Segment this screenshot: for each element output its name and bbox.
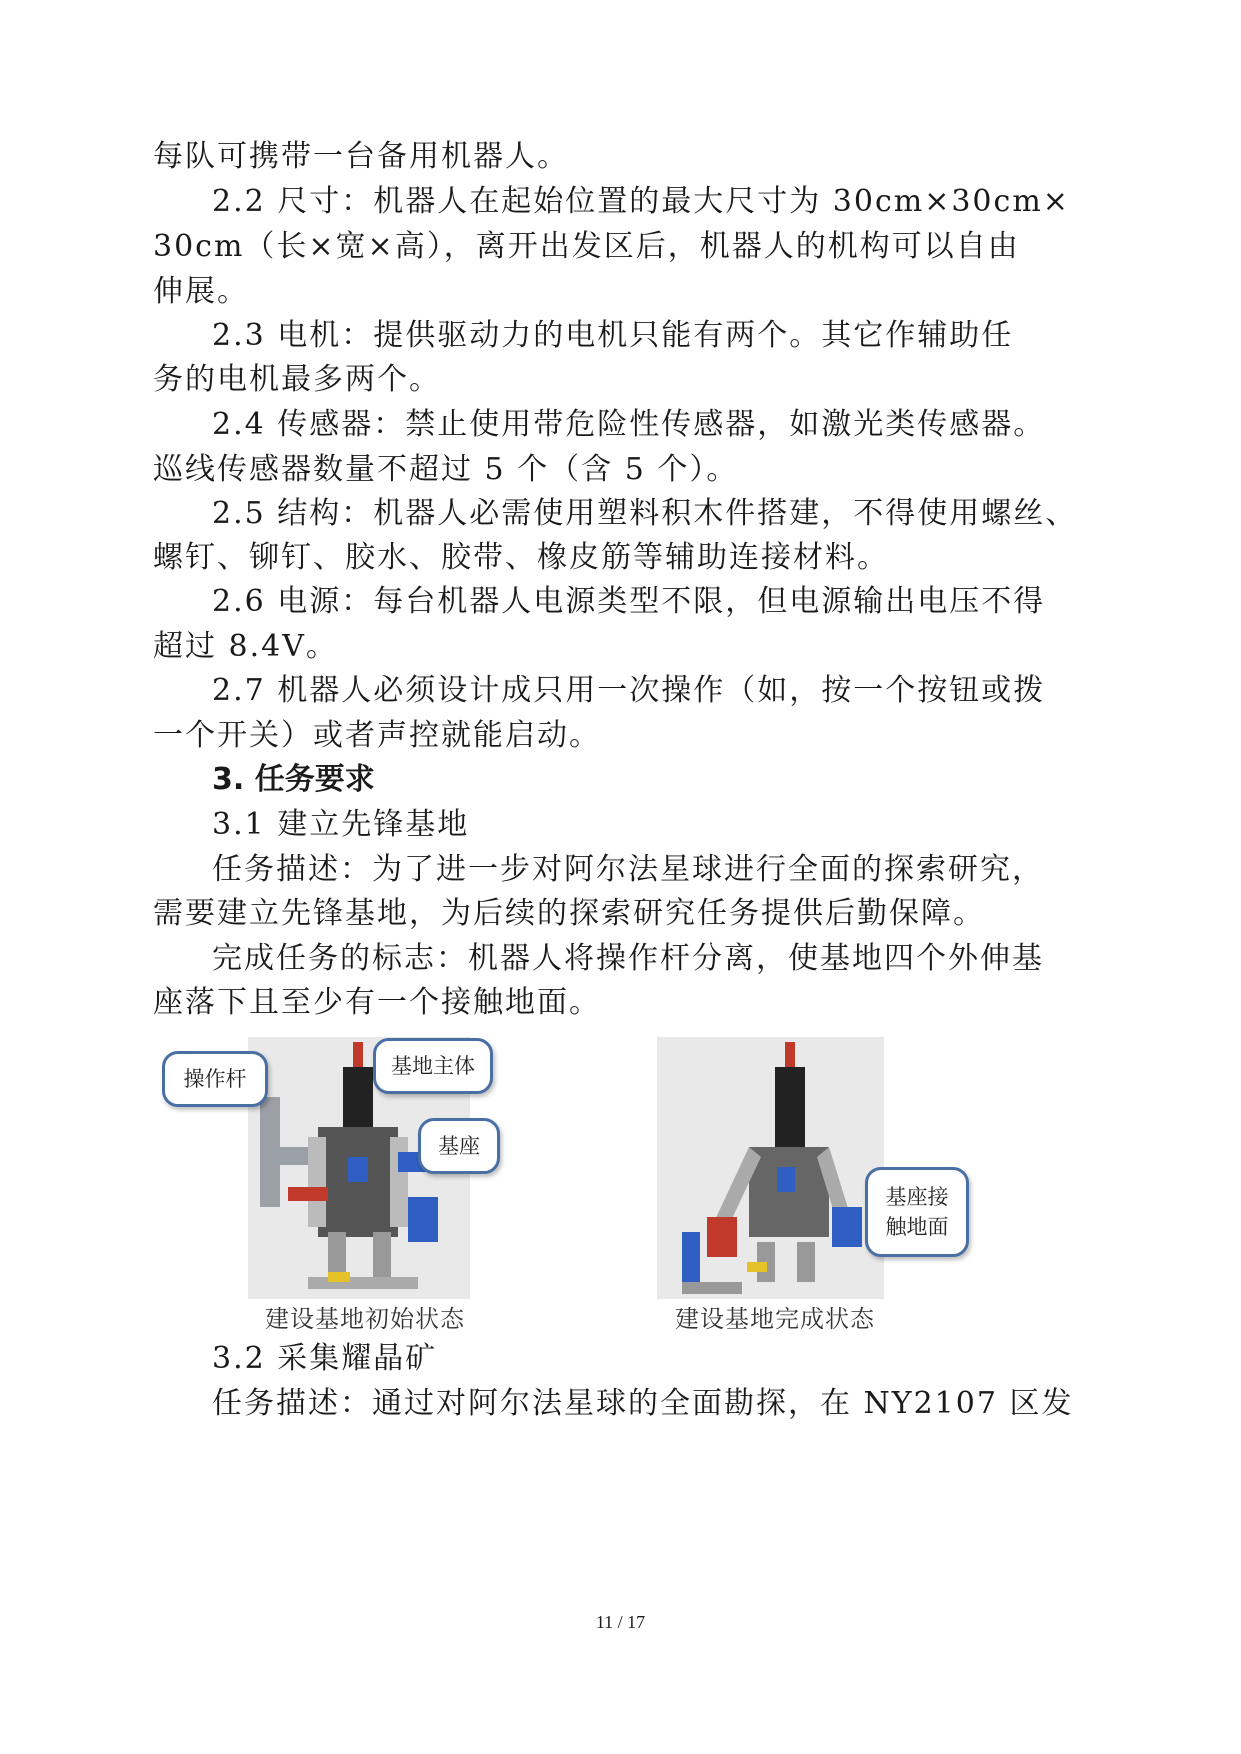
text-line-2: 2.2 尺寸：机器人在起始位置的最大尺寸为 30cm×30cm× (212, 184, 1070, 219)
text-line-11: 2.6 电源：每台机器人电源类型不限，但电源输出电压不得 (212, 584, 1046, 619)
callout-lever: 操作杆 (162, 1051, 268, 1107)
page-number: 11 / 17 (595, 1612, 646, 1632)
subsection-3-2: 3.2 采集耀晶矿 (212, 1341, 438, 1376)
text-line-4: 伸展。 (153, 274, 249, 309)
callout-base-contact (865, 1167, 969, 1257)
text-line-7: 2.4 传感器：禁止使用带危险性传感器，如激光类传感器。 (212, 407, 1046, 442)
section-heading: 3. 任务要求 (212, 762, 375, 797)
figure-left-caption: 建设基地初始状态 (265, 1305, 465, 1333)
text-line-5: 2.3 电机：提供驱动力的电机只能有两个。其它作辅助任 (212, 318, 1014, 353)
callout-base-contact-text: 基座接触地面 (885, 1185, 949, 1239)
text-line-1: 每队可携带一台备用机器人。 (153, 139, 569, 174)
text-line-12: 超过 8.4V。 (153, 629, 338, 664)
figure-complete-state (657, 1037, 884, 1299)
text-line-8: 巡线传感器数量不超过 5 个（含 5 个）。 (153, 452, 739, 487)
text-line-13: 2.7 机器人必须设计成只用一次操作（如，按一个按钮或拨 (212, 673, 1046, 708)
subsection-3-1: 3.1 建立先锋基地 (212, 807, 470, 842)
task-desc-3-2-line-1: 任务描述：通过对阿尔法星球的全面勘探，在 NY2107 区发 (212, 1386, 1074, 1421)
text-line-14: 一个开关）或者声控就能启动。 (153, 718, 601, 753)
text-line-10: 螺钉、铆钉、胶水、胶带、橡皮筋等辅助连接材料。 (153, 540, 889, 575)
task-desc-line-2: 需要建立先锋基地，为后续的探索研究任务提供后勤保障。 (153, 896, 985, 931)
robot-complete-image (657, 1037, 884, 1299)
figure-right-caption: 建设基地完成状态 (675, 1305, 875, 1333)
task-done-line-1: 完成任务的标志：机器人将操作杆分离，使基地四个外伸基 (212, 941, 1044, 976)
text-line-6: 务的电机最多两个。 (153, 362, 441, 397)
task-desc-line-1: 任务描述：为了进一步对阿尔法星球进行全面的探索研究， (212, 852, 1044, 887)
callout-base: 基座 (418, 1118, 500, 1174)
callout-base-body: 基地主体 (373, 1038, 493, 1094)
text-line-9: 2.5 结构：机器人必需使用塑料积木件搭建，不得使用螺丝、 (212, 496, 1078, 531)
task-done-line-2: 座落下且至少有一个接触地面。 (153, 985, 601, 1020)
text-line-3: 30cm（长×宽×高），离开出发区后，机器人的机构可以自由 (153, 229, 1020, 264)
